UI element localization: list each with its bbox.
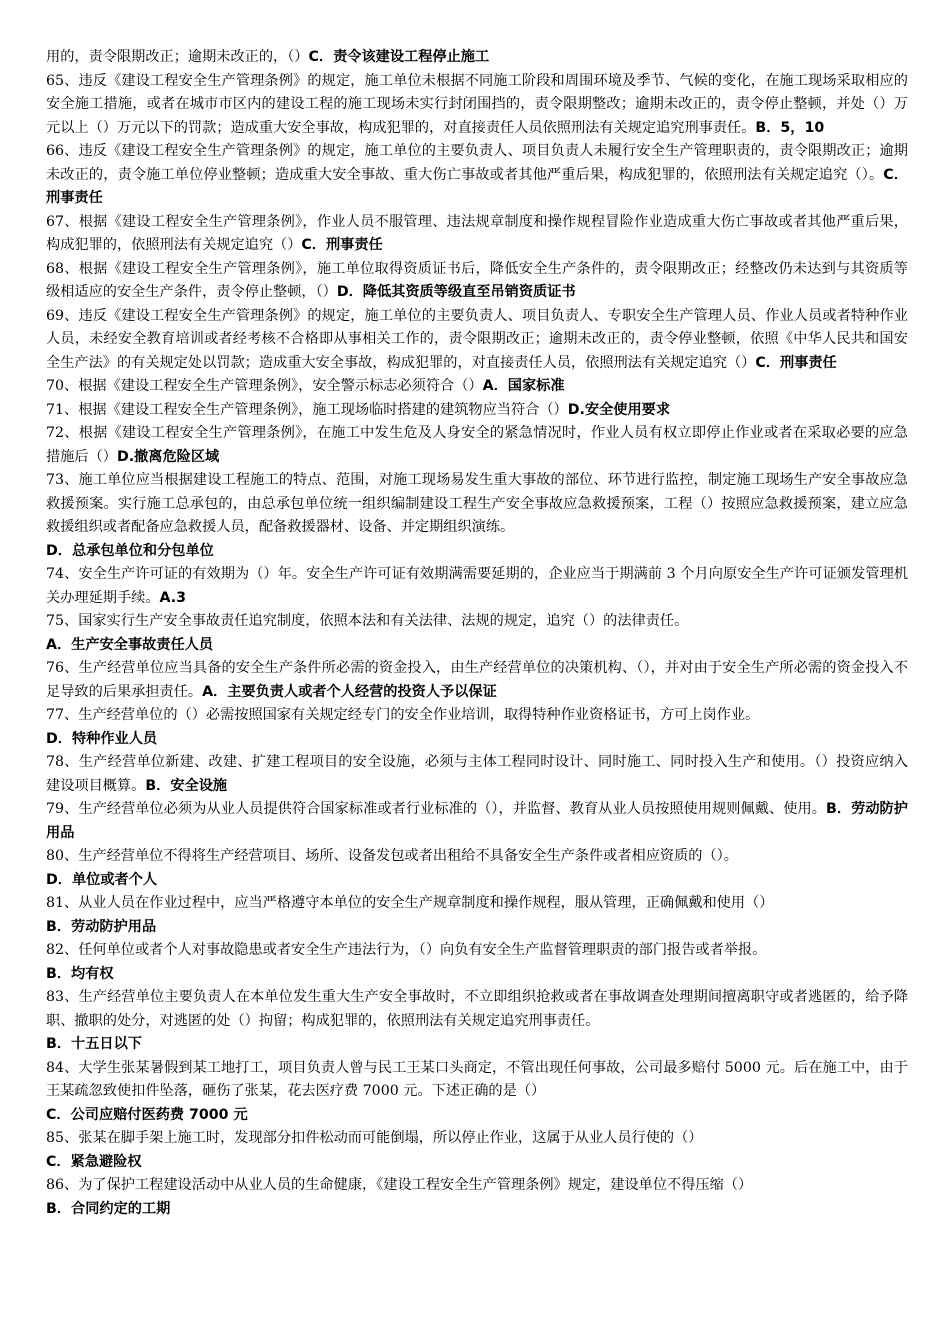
question-text: 70、根据《建设工程安全生产管理条例》，安全警示标志必须符合（） xyxy=(46,378,483,394)
answer-text: A．生产安全事故责任人员 xyxy=(46,636,214,653)
question-text: 74、安全生产许可证的有效期为（）年。安全生产许可证有效期满需要延期的，企业应当于期满前 3 个月向原安全生产许可证颁发管理机关办理延期手续。 xyxy=(46,566,908,606)
question-item xyxy=(46,751,908,798)
question-item xyxy=(46,939,908,963)
answer-text: A.3 xyxy=(159,589,187,606)
question-text: 77、生产经营单位的（）必需按照国家有关规定经专门的安全作业培训，取得特种作业资格证书，方可上岗作业。 xyxy=(46,707,760,723)
answer-text: C．刑事责任 xyxy=(46,166,908,206)
answer-text: D．总承包单位和分包单位 xyxy=(46,542,214,559)
answer-text: D．降低其资质等级直至吊销资质证书 xyxy=(336,284,576,300)
question-item xyxy=(46,986,908,1033)
question-text: 72、根据《建设工程安全生产管理条例》，在施工中发生危及人身安全的紧急情况时，作业人员有权立即停止作业或者在采取必要的应急措施后（） xyxy=(46,425,908,465)
question-text: 66、违反《建设工程安全生产管理条例》的规定，施工单位的主要负责人、项目负责人未履行安全生产管理职责的，责令限期改正；逾期未改正的，责令施工单位停业整顿；造成重大安全事故、重大伤亡事故或者其他严重后果，构成犯罪的，依照刑法有关规定追究（）。 xyxy=(46,143,908,183)
answer-text: B．劳动防护用品 xyxy=(46,918,157,935)
question-text: 79、生产经营单位必须为从业人员提供符合国家标准或者行业标准的（），并监督、教育从业人员按照使用规则佩戴、使用。 xyxy=(46,801,826,817)
question-item xyxy=(46,563,908,610)
question-text: 83、生产经营单位主要负责人在本单位发生重大生产安全事故时，不立即组织抢救或者在事故调查处理期间擅离职守或者逃匿的，给予降职、撤职的处分，对逃匿的处（）拘留；构成犯罪的，依照刑法有关规定追究刑事责任。 xyxy=(46,989,908,1029)
question-text: 68、根据《建设工程安全生产管理条例》，施工单位取得资质证书后，降低安全生产条件的，责令限期改正；经整改仍未达到与其资质等级相适应的安全生产条件，责令停止整顿，（） xyxy=(46,260,908,300)
answer-text: B．合同约定的工期 xyxy=(46,1200,171,1217)
question-item xyxy=(46,399,908,423)
question-item xyxy=(46,1057,908,1104)
question-text: 76、生产经营单位应当具备的安全生产条件所必需的资金投入，由生产经营单位的决策机构、（），并对由于安全生产所必需的资金投入不足导致的后果承担责任。 xyxy=(46,660,908,700)
answer-text: A．国家标准 xyxy=(482,378,565,394)
question-text: 82、任何单位或者个人对事故隐患或者安全生产违法行为，（）向负有安全生产监督管理职责的部门报告或者举报。 xyxy=(46,942,767,958)
question-item xyxy=(46,469,908,540)
question-item xyxy=(46,704,908,728)
question-text: 78、生产经营单位新建、改建、扩建工程项目的安全设施，必须与主体工程同时设计、同时施工、同时投入生产和使用。（）投资应纳入建设项目概算。 xyxy=(46,754,908,794)
question-text: 73、施工单位应当根据建设工程施工的特点、范围，对施工现场易发生重大事故的部位、环节进行监控，制定施工现场生产安全事故应急救援预案。实行施工总承包的，由总承包单位统一组织编制建设工程生产安全事故应急救援预案，工程（）按照应急救援预案，建立应急救援组织或者配备应急救援人员，配备救援器材、设备、并定期组织演练。 xyxy=(46,472,908,535)
question-item xyxy=(46,375,908,399)
question-item xyxy=(46,211,908,258)
answer-text: D．单位或者个人 xyxy=(46,871,158,888)
question-item xyxy=(46,845,908,869)
answer-text: C．刑事责任 xyxy=(301,237,383,253)
question-item xyxy=(46,305,908,376)
question-text: 65、违反《建设工程安全生产管理条例》的规定，施工单位未根据不同施工阶段和周围环境及季节、气候的变化，在施工现场采取相应的安全施工措施，或者在城市市区内的建设工程的施工现场未实行封闭围挡的，责令限期整改；逾期未改正的，责令停止整顿，并处（）万元以上（）万元以下的罚款；造成重大安全事故，构成犯罪的，对直接责任人员依照刑法有关规定追究刑事责任。 xyxy=(46,72,908,136)
question-item xyxy=(46,258,908,305)
question-text: 69、违反《建设工程安全生产管理条例》的规定，施工单位的主要负责人、项目负责人、专职安全生产管理人员、作业人员或者特种作业人员，未经安全教育培训或者经考核不合格即从事相关工作的，责令限期改正；逾期未改正的，责令停业整顿，依照《中华人民共和国安全生产法》的有关规定处以罚款；造成重大安全事故，构成犯罪的，对直接责任人员，依照刑法有关规定追究（） xyxy=(46,307,908,371)
answer-text: A．主要负责人或者个人经营的投资人予以保证 xyxy=(202,683,497,700)
question-item xyxy=(46,610,908,634)
question-item xyxy=(46,1127,908,1151)
answer-text: D.安全使用要求 xyxy=(567,401,671,418)
question-text: 67、根据《建设工程安全生产管理条例》，作业人员不服管理、违法规章制度和操作规程冒险作业造成重大伤亡事故或者其他严重后果，构成犯罪的，依照刑法有关规定追究（） xyxy=(46,213,908,253)
question-text: 85、张某在脚手架上施工时，发现部分扣件松动而可能倒塌，所以停止作业，这属于从业人员行使的（） xyxy=(46,1130,703,1146)
answer-text: B．十五日以下 xyxy=(46,1036,142,1052)
question-item xyxy=(46,70,908,141)
question-item xyxy=(46,657,908,704)
answer-text: C．公司应赔付医药费 7000 元 xyxy=(46,1106,248,1123)
question-text: 71、根据《建设工程安全生产管理条例》，施工现场临时搭建的建筑物应当符合（） xyxy=(46,401,568,418)
question-text: 81、从业人员在作业过程中，应当严格遵守本单位的安全生产规章制度和操作规程，服从管理，正确佩戴和使用（） xyxy=(46,895,774,911)
answer-text: D．特种作业人员 xyxy=(46,730,158,747)
question-text: 80、生产经营单位不得将生产经营项目、场所、设备发包或者出租给不具备安全生产条件或者相应资质的（）。 xyxy=(46,848,738,864)
answer-text: C．责令该建设工程停止施工 xyxy=(308,49,490,65)
answer-text: C．紧急避险权 xyxy=(46,1153,142,1170)
question-item xyxy=(46,892,908,916)
answer-text: B．均有权 xyxy=(46,965,114,982)
question-text: 用的，责令限期改正；逾期未改正的，（） xyxy=(46,49,309,65)
question-text: 75、国家实行生产安全事故责任追究制度，依照本法和有关法律、法规的规定，追究（）的法律责任。 xyxy=(46,613,689,629)
answer-text: B．安全设施 xyxy=(145,777,228,794)
question-item xyxy=(46,140,908,211)
answer-text: B．劳动防护用品 xyxy=(46,801,908,841)
answer-text: C．刑事责任 xyxy=(755,354,837,371)
answer-text: B．5，10 xyxy=(755,119,825,136)
question-item xyxy=(46,798,908,845)
question-item xyxy=(46,1174,908,1198)
question-item xyxy=(46,46,908,70)
question-item xyxy=(46,422,908,469)
question-text: 84、大学生张某暑假到某工地打工，项目负责人曾与民工王某口头商定，不管出现任何事故，公司最多赔付 5000 元。后在施工中，由于王某疏忽致使扣件坠落，砸伤了张某，花去医疗费 7000 元。下述正确的是（） xyxy=(46,1059,908,1099)
question-text: 86、为了保护工程建设活动中从业人员的生命健康，《建设工程安全生产管理条例》规定，建设单位不得压缩（） xyxy=(46,1177,753,1193)
answer-text: D.撤离危险区域 xyxy=(116,448,220,465)
